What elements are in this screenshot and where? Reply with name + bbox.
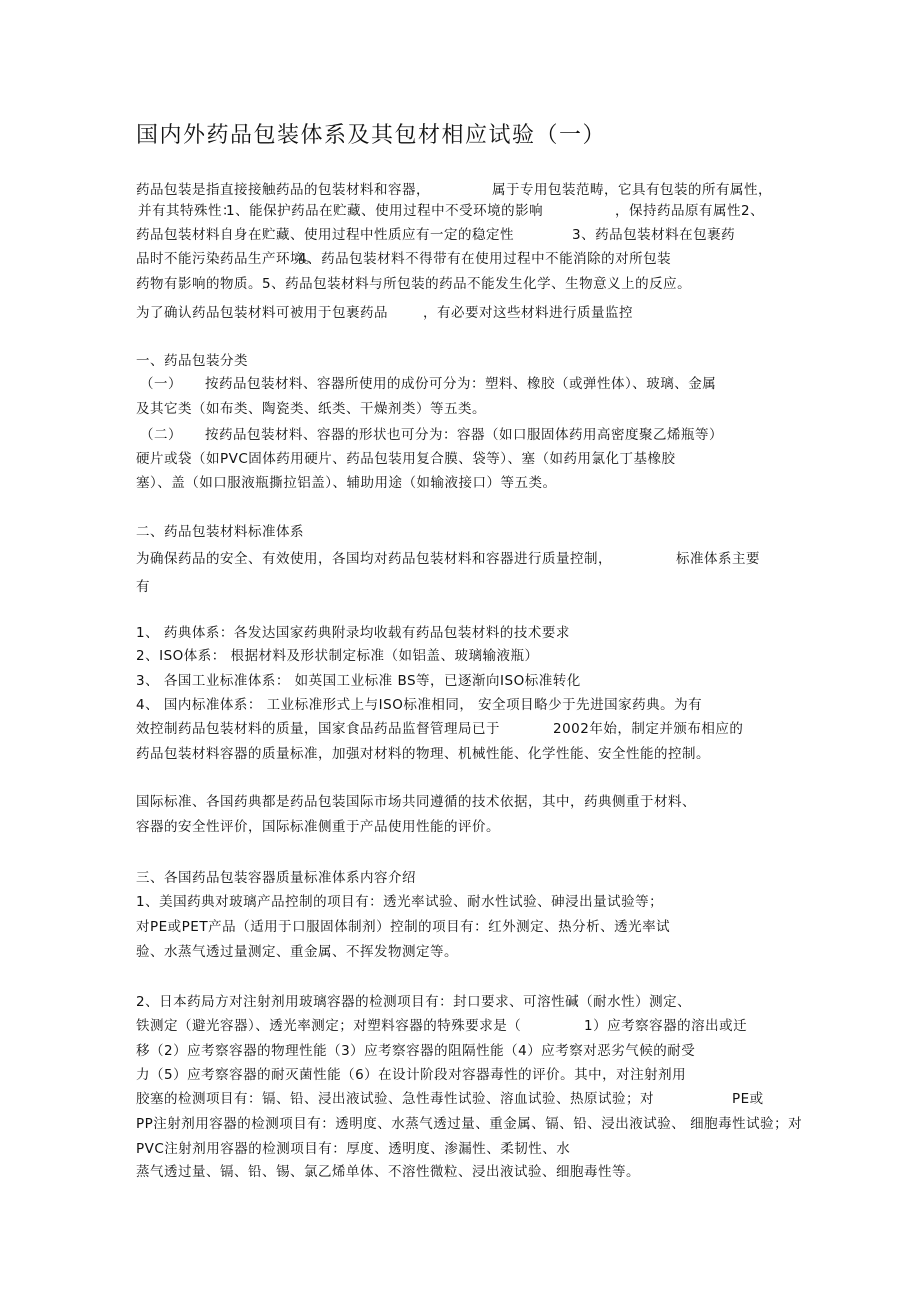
text-line-segment: ，有必要对这些材料进行质量监控 xyxy=(423,305,633,321)
text-line-segment: 为了确认药品包装材料可被用于包裹药品 xyxy=(136,305,388,321)
text-line-segment: PVC注射剂用容器的检测项目有：厚度、透明度、渗漏性、柔韧性、水 xyxy=(136,1141,571,1157)
text-line-segment: 塞）、盖（如口服液瓶撕拉铝盖）、辅助用途（如输液接口）等五类。 xyxy=(136,475,557,491)
text-line-segment: 2002年始，制定并颁布相应的 xyxy=(553,721,744,737)
text-line-segment: 药品包装是指直接接触药品的包装材料和容器， xyxy=(136,182,430,198)
text-line-segment: 3、药品包装材料在包裹药 xyxy=(572,227,736,243)
text-line-segment: （一） xyxy=(140,376,182,392)
text-line-segment: 效控制药品包装材料的质量，国家食品药品监督管理局已于 xyxy=(136,721,500,737)
text-line-segment: 容器的安全性评价，国际标准侧重于产品使用性能的评价。 xyxy=(136,819,500,835)
text-line-segment: 1、 药典体系：各发达国家药典附录均收载有药品包装材料的技术要求 xyxy=(136,625,570,641)
document-title: 国内外药品包装体系及其包材相应试验（一） xyxy=(136,123,607,148)
text-line-segment: 药品包装材料容器的质量标准，加强对材料的物理、机械性能、化学性能、安全性能的控制。 xyxy=(136,746,710,762)
text-line-segment: 1、能保护药品在贮藏、使用过程中不受环境的影响 xyxy=(226,203,544,219)
text-line-segment: 4、药品包装材料不得带有在使用过程中不能消除的对所包装 xyxy=(298,251,672,267)
text-line-segment: ，保持药品原有属性2、 xyxy=(615,203,765,219)
text-line-segment: 1、美国药典对玻璃产品控制的项目有：透光率试验、耐水性试验、砷浸出量试验等； xyxy=(136,894,664,910)
text-line-segment: 蒸气透过量、镉、铅、锡、氯乙烯单体、不溶性微粒、浸出液试验、细胞毒性等。 xyxy=(136,1164,640,1180)
text-line-segment: 1）应考察容器的溶出或迁 xyxy=(584,1018,748,1034)
text-line-segment: PP注射剂用容器的检测项目有：透明度、水蒸气透过量、重金属、镉、铅、浸出液试验、 细胞毒性试验；对 xyxy=(136,1116,803,1132)
text-line-segment: 品时不能污染药品生产环境。 xyxy=(136,251,318,267)
text-line-segment: 属于专用包装范畴，它具有包装的所有属性， xyxy=(492,182,772,198)
text-line-segment: 按药品包装材料、容器的形状也可分为：容器（如口服固体药用高密度聚乙烯瓶等） xyxy=(205,427,723,443)
text-line-segment: 及其它类（如布类、陶瓷类、纸类、干燥剂类）等五类。 xyxy=(136,401,486,417)
text-line-segment: 验、水蒸气透过量测定、重金属、不挥发物测定等。 xyxy=(136,944,458,960)
text-line-segment: （二） xyxy=(140,427,182,443)
text-line-segment: 有 xyxy=(136,579,150,595)
text-line-segment: 3、 各国工业标准体系： 如英国工业标准 BS等，已逐渐向ISO标准转化 xyxy=(136,673,581,689)
text-line-segment: 国际标准、各国药典都是药品包装国际市场共同遵循的技术依据，其中，药典侧重于材料、 xyxy=(136,794,696,810)
text-line-segment: PE或 xyxy=(732,1091,764,1107)
text-line-segment: 并有其特殊性： xyxy=(138,203,236,219)
text-line-segment: 药物有影响的物质。5、药品包装材料与所包装的药品不能发生化学、生物意义上的反应。 xyxy=(136,276,692,292)
text-line-segment: 铁测定（避光容器）、透光率测定；对塑料容器的特殊要求是（ xyxy=(136,1018,522,1034)
text-line-segment: 按药品包装材料、容器所使用的成份可分为：塑料、橡胶（或弹性体）、玻璃、金属 xyxy=(205,376,717,392)
text-line-segment: 药品包装材料自身在贮藏、使用过程中性质应有一定的稳定性 xyxy=(136,227,514,243)
text-line-segment: 胶塞的检测项目有：镉、铅、浸出液试验、急性毒性试验、溶血试验、热原试验；对 xyxy=(136,1091,654,1107)
text-line-segment: 4、 国内标准体系： 工业标准形式上与ISO标准相同， 安全项目略少于先进国家药典。为有 xyxy=(136,697,703,713)
text-line-segment: 移（2）应考察容器的物理性能（3）应考察容器的阻隔性能（4）应考察对恶劣气候的耐受 xyxy=(136,1043,696,1059)
text-line-segment: 三、各国药品包装容器质量标准体系内容介绍 xyxy=(136,870,416,886)
text-line-segment: 2、日本药局方对注射剂用玻璃容器的检测项目有：封口要求、可溶性碱（耐水性）测定、 xyxy=(136,994,692,1010)
text-line-segment: 2、ISO体系： 根据材料及形状制定标准（如铝盖、玻璃输液瓶） xyxy=(136,648,539,664)
text-line-segment: 一、药品包装分类 xyxy=(136,353,248,369)
text-line-segment: 力（5）应考察容器的耐灭菌性能（6）在设计阶段对容器毒性的评价。其中，对注射剂用 xyxy=(136,1067,687,1083)
text-line-segment: 对PE或PET产品（适用于口服固体制剂）控制的项目有：红外测定、热分析、透光率试 xyxy=(136,919,671,935)
text-line-segment: 标准体系主要 xyxy=(676,551,760,567)
text-line-segment: 二、药品包装材料标准体系 xyxy=(136,524,304,540)
text-line-segment: 硬片或袋（如PVC固体药用硬片、药品包装用复合膜、袋等）、塞（如药用氯化丁基橡胶 xyxy=(136,451,676,467)
text-line-segment: 为确保药品的安全、有效使用，各国均对药品包装材料和容器进行质量控制， xyxy=(136,551,612,567)
